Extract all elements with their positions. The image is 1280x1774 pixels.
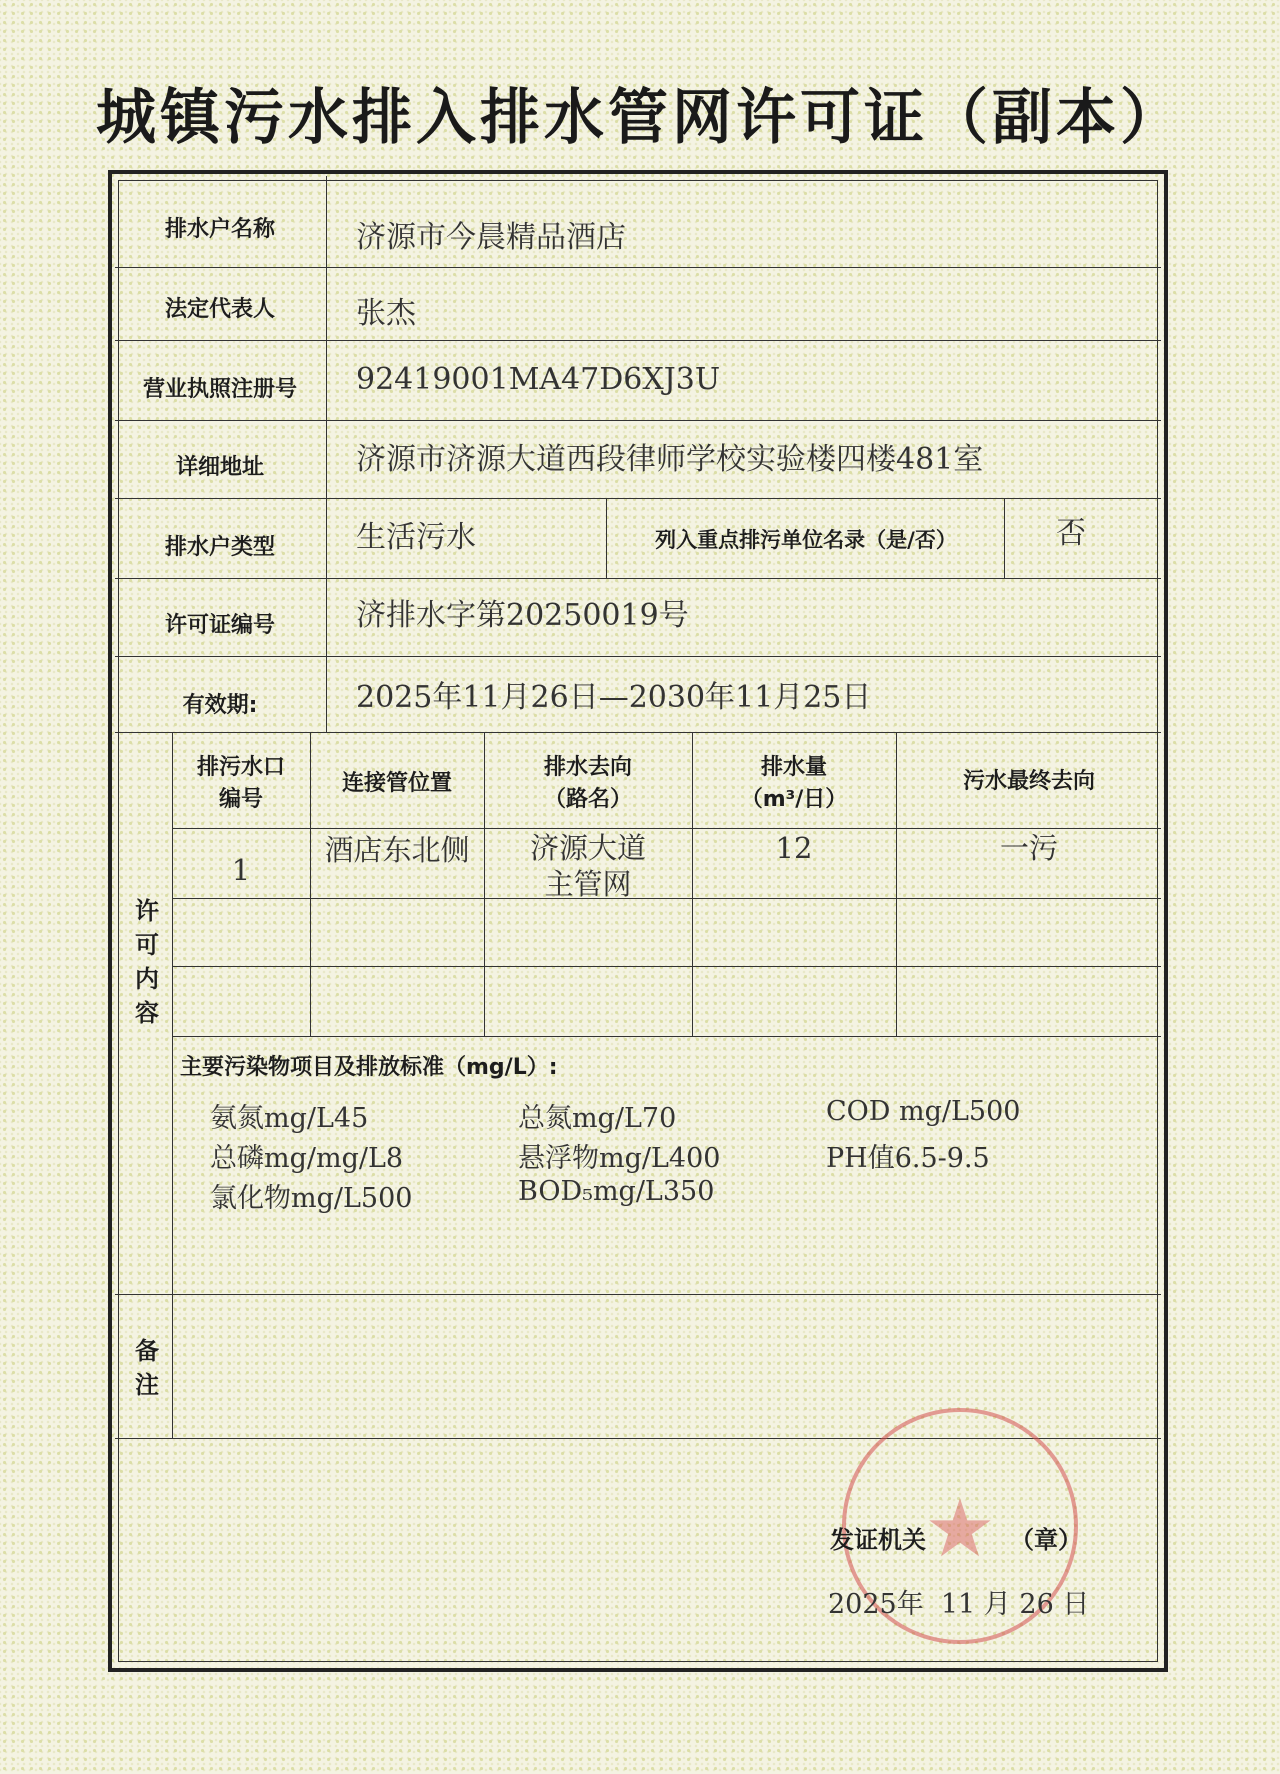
address-value: 济源市济源大道西段律师学校实验楼四楼481室 <box>356 442 984 477</box>
final-destination-cell: 一污 <box>999 831 1058 865</box>
issue-date: 2025年 11 月 26 日 <box>828 1589 1090 1620</box>
final-destination-header: 污水最终去向 <box>962 769 1095 794</box>
representative-value: 张杰 <box>356 296 416 331</box>
outlet-header: 排污水口 编号 <box>196 755 285 812</box>
pollutant-standard: 总氮mg/L70 <box>518 1103 677 1134</box>
discharger-type-value: 生活污水 <box>356 520 476 555</box>
key-unit-label: 列入重点排污单位名录（是/否） <box>655 528 957 552</box>
issuer-label: 发证机关 <box>830 1526 926 1554</box>
direction-header: 排水去向 （路名） <box>543 755 632 812</box>
pollutant-standard: COD mg/L500 <box>826 1096 1021 1127</box>
remarks-side-label: 备 注 <box>135 1337 159 1399</box>
pollutant-standard: BOD₅mg/L350 <box>518 1176 715 1207</box>
license-value: 92419001MA47D6XJ3U <box>356 362 721 397</box>
direction-cell: 济源大道 主管网 <box>529 831 646 901</box>
pollutant-standard: 氯化物mg/L500 <box>210 1183 413 1214</box>
permit-content-side-label: 许 可 内 容 <box>135 897 159 1027</box>
key-unit-value: 否 <box>1056 516 1086 551</box>
pollutant-standard: 氨氮mg/L45 <box>210 1103 369 1134</box>
star-icon: ★ <box>924 1482 996 1575</box>
validity-label: 有效期: <box>182 693 258 718</box>
seal-label: （章） <box>1010 1526 1082 1554</box>
name-label: 排水户名称 <box>164 217 275 242</box>
pollutant-standard: 悬浮物mg/L400 <box>518 1143 721 1174</box>
position-header: 连接管位置 <box>341 771 452 796</box>
license-label: 营业执照注册号 <box>142 377 297 402</box>
document-title: 城镇污水排入排水管网许可证（副本） <box>96 83 1184 153</box>
permit-number-label: 许可证编号 <box>164 613 275 638</box>
discharger-type-label: 排水户类型 <box>164 535 275 560</box>
position-cell: 酒店东北侧 <box>324 833 470 867</box>
pollutant-standard: 总磷mg/mg/L8 <box>210 1143 404 1174</box>
address-label: 详细地址 <box>175 455 264 480</box>
pollutants-title: 主要污染物项目及排放标准（mg/L）: <box>180 1055 558 1080</box>
validity-value: 2025年11月26日—2030年11月25日 <box>356 680 872 715</box>
pollutant-standard: PH值6.5-9.5 <box>826 1143 990 1174</box>
name-value: 济源市今晨精品酒店 <box>356 220 626 255</box>
volume-header: 排水量 （m³/日） <box>740 755 848 812</box>
representative-label: 法定代表人 <box>164 297 275 322</box>
permit-number-value: 济排水字第20250019号 <box>356 598 689 633</box>
outlet-cell: 1 <box>231 853 251 887</box>
volume-cell: 12 <box>775 831 813 865</box>
